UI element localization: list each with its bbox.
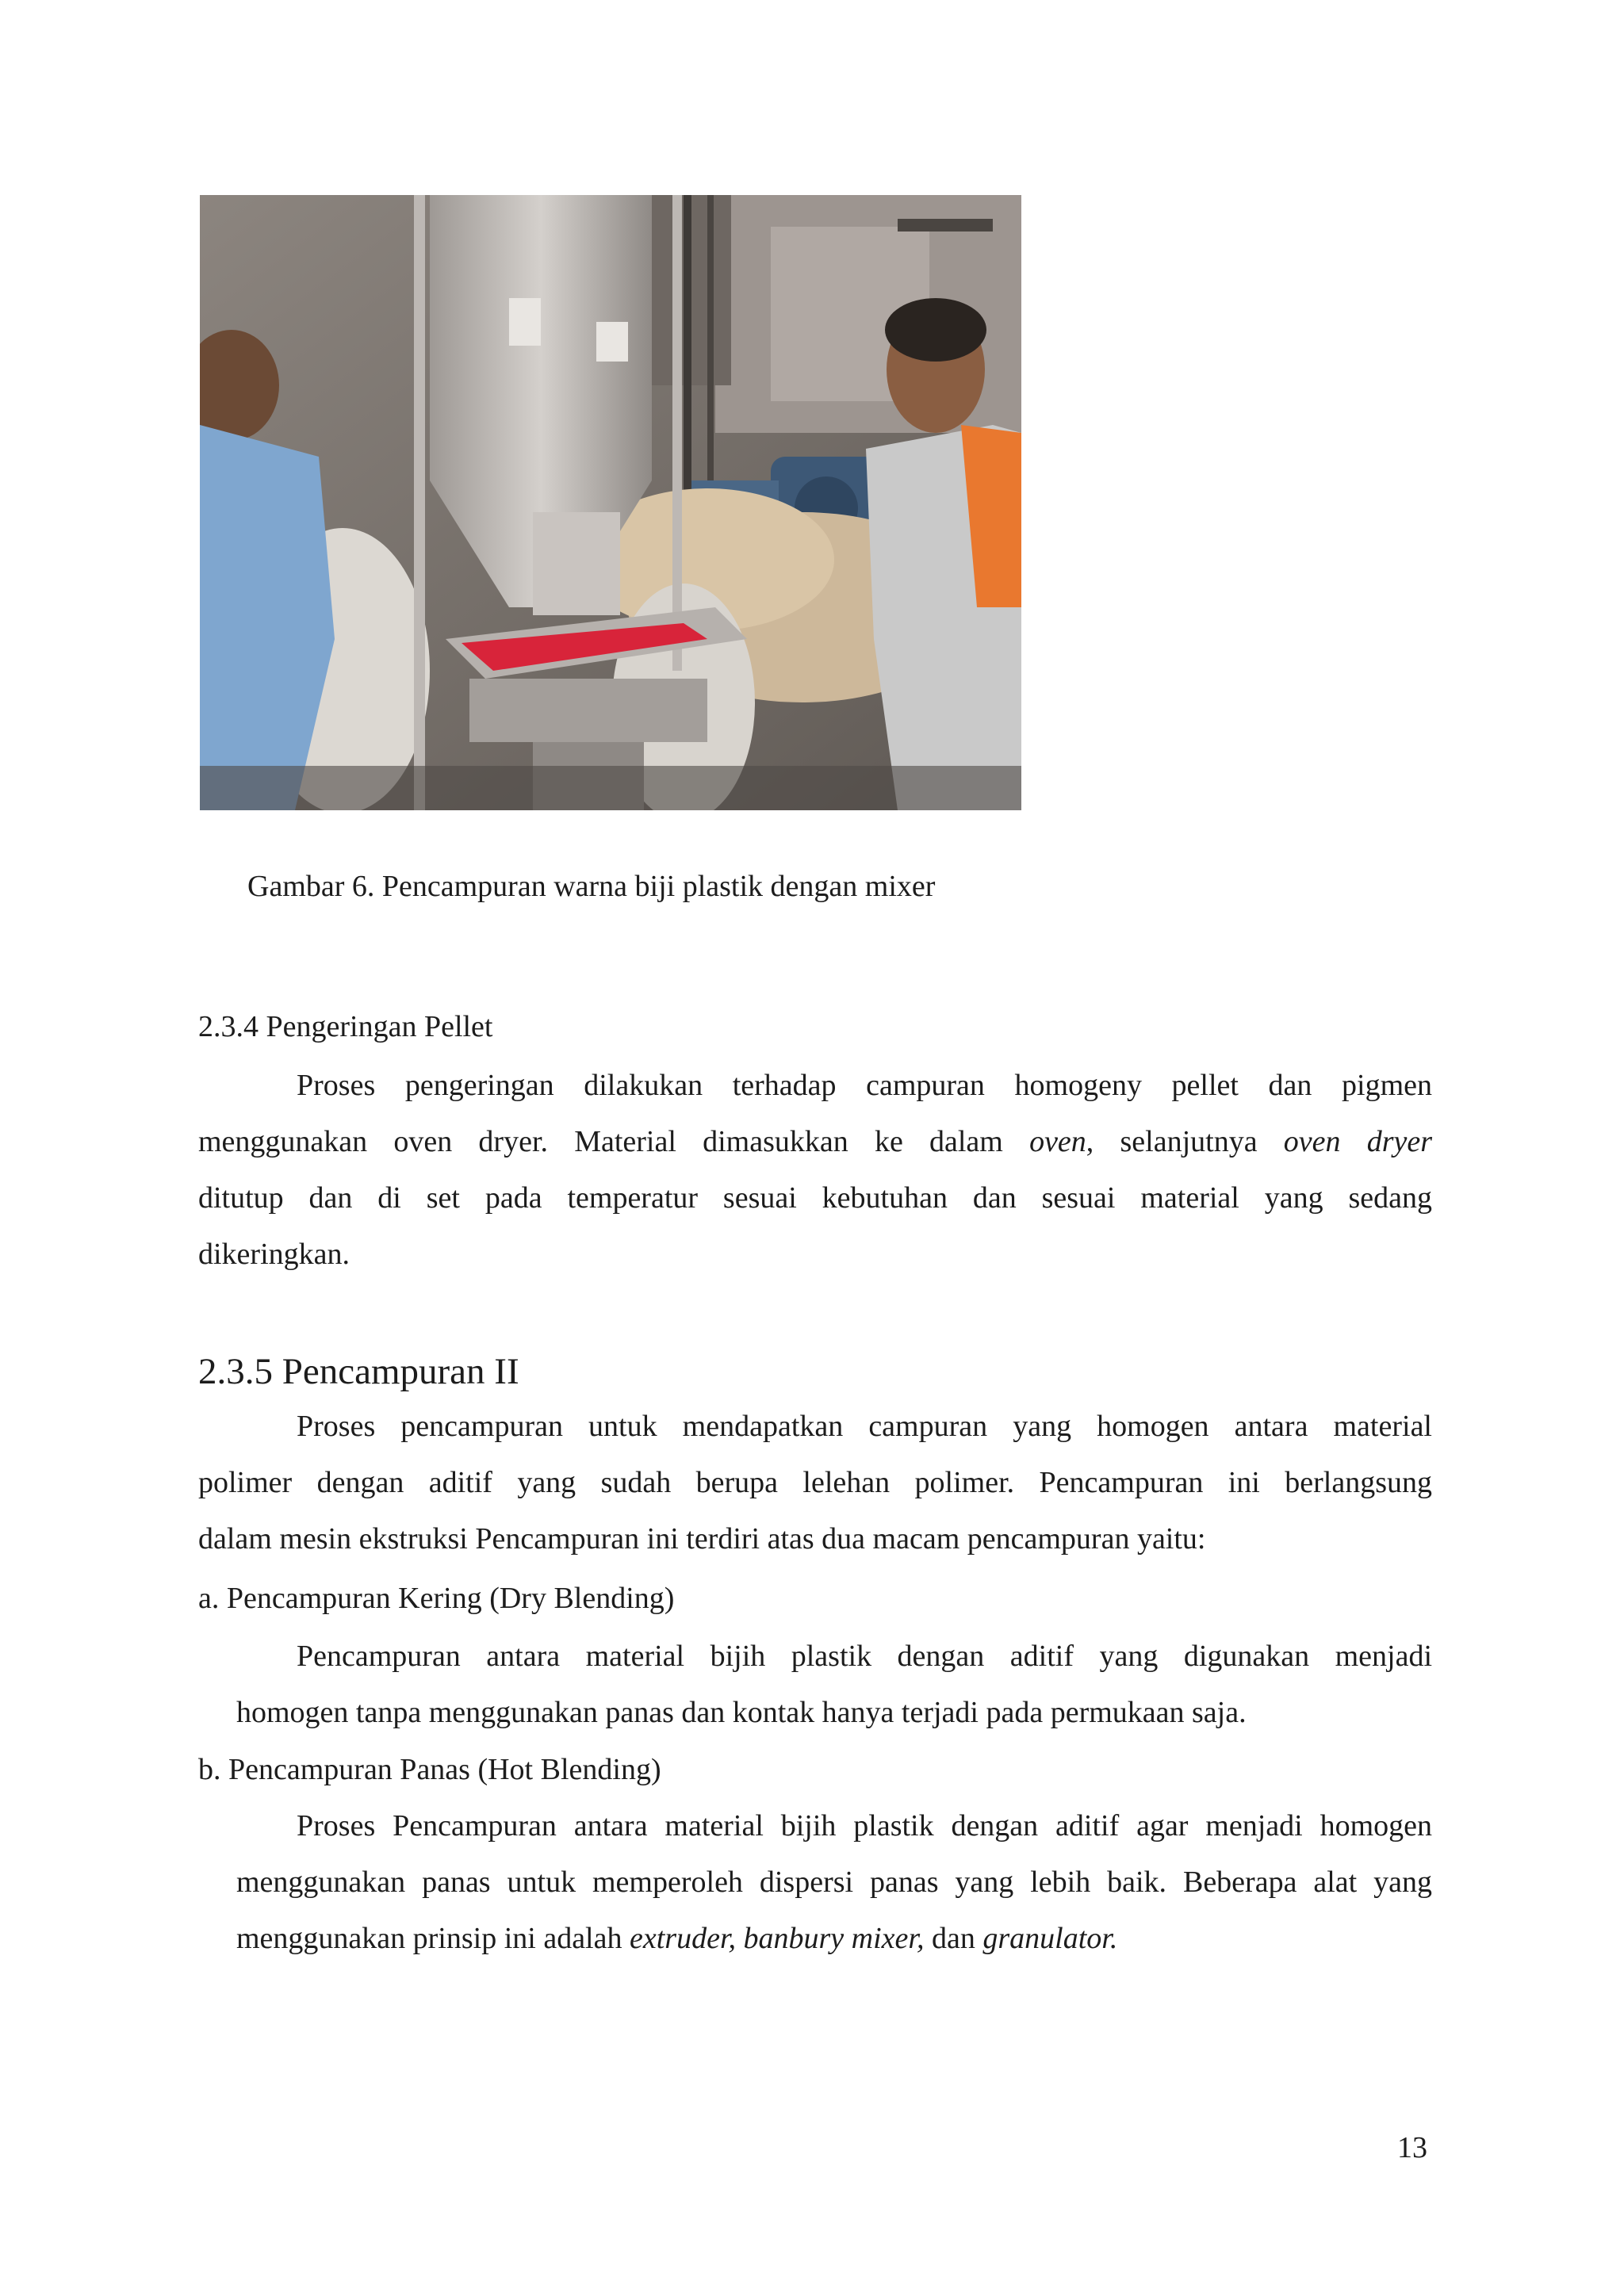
mixer-photo-illustration [200,195,1021,810]
text-run: dan [924,1922,983,1955]
italic-term-machines: extruder, banbury mixer, [630,1922,925,1955]
paragraph-line: Proses pengeringan dilakukan terhadap campuran homogeny pellet dan pigmen [297,1069,1432,1102]
paragraph-line: dikeringkan. [198,1238,350,1271]
list-item-a-body [236,1628,1432,1741]
paragraph-line: homogen tanpa menggunakan panas dan kontak hanya terjadi pada permukaan saja. [236,1696,1247,1729]
paragraph-line: polimer dengan aditif yang sudah berupa lelehan polimer. Pencampuran ini berlangsung [198,1466,1432,1499]
italic-term-granulator: granulator. [982,1922,1118,1955]
section-heading-2-3-5: 2.3.5 Pencampuran II [198,1351,519,1392]
section-heading-2-3-4: 2.3.4 Pengeringan Pellet [198,1010,493,1043]
list-item-b-body [236,1798,1432,1967]
page-number: 13 [1397,2131,1427,2164]
paragraph-line: Proses pencampuran untuk mendapatkan campuran yang homogen antara material [297,1410,1432,1443]
figure-caption: Gambar 6. Pencampuran warna biji plastik dengan mixer [247,870,936,903]
paragraph-2-3-5 [198,1399,1432,1567]
paragraph-line [198,1114,1432,1170]
paragraph-line: dalam mesin ekstruksi Pencampuran ini terdiri atas dua macam pencampuran yaitu: [198,1522,1206,1556]
list-item-a-label: a. Pencampuran Kering (Dry Blending) [198,1582,675,1615]
paragraph-line: Pencampuran antara material bijih plastik dengan aditif yang digunakan menjadi [297,1640,1432,1673]
figure-photo-mixer [200,195,1021,810]
paragraph-2-3-4 [198,1058,1432,1283]
paragraph-line: ditutup dan di set pada temperatur sesuai kebutuhan dan sesuai material yang sedang [198,1181,1432,1215]
paragraph-line: menggunakan panas untuk memperoleh dispersi panas yang lebih baik. Beberapa alat yang [236,1866,1432,1899]
text-run: , selanjutnya [1086,1125,1284,1158]
italic-term-oven: oven [1029,1125,1086,1158]
paragraph-line [236,1911,1432,1967]
text-run: menggunakan prinsip ini adalah [236,1922,630,1955]
paragraph-line: Proses Pencampuran antara material bijih plastik dengan aditif agar menjadi homogen [297,1809,1432,1843]
list-item-b-label: b. Pencampuran Panas (Hot Blending) [198,1753,661,1786]
italic-term-oven-dryer: oven dryer [1283,1125,1433,1158]
text-run: menggunakan oven dryer. Material dimasukkan ke dalam [198,1125,1030,1158]
